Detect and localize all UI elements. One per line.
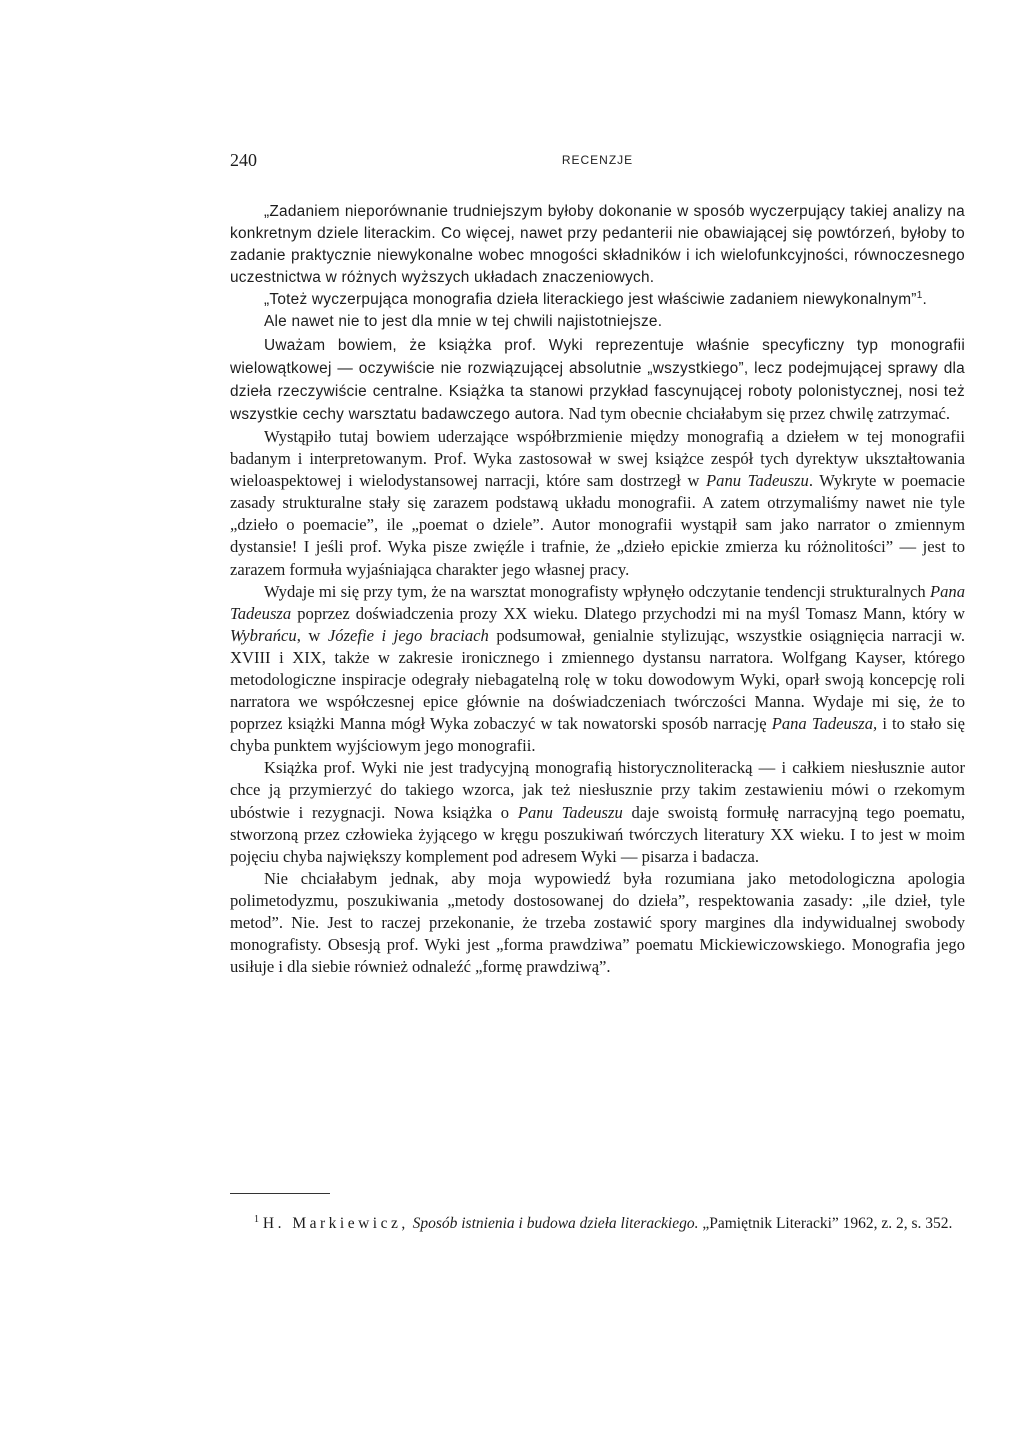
paragraph (230, 868, 965, 978)
work-title: Wybrańcu (230, 625, 297, 645)
footnote-title: Sposób istnienia i budowa dzieła literackiego. (412, 1215, 699, 1232)
quote-text: „Zadaniem nieporównanie trudniejszym byłoby dokonanie w sposób wyczerpujący takiej analizy na konkretnym dziele literackim. Co więcej, nawet przy pedanterii nie obawiającej się powtórzeń, byłoby to zadanie praktycznie niewykonalne wobec mnogości składników i ich wielofunkcyjności, równoczesnego uczestnictwa w różnych wyższych układach znaczeniowych. (230, 203, 965, 287)
footnote (230, 1213, 965, 1234)
paragraph (230, 334, 965, 426)
paragraph-text: Ale nawet nie to jest dla mnie w tej chwili najistotniejsze. (264, 313, 663, 331)
work-title: Pana Tadeusza (230, 581, 965, 623)
paragraph (230, 311, 965, 333)
paragraph (230, 757, 965, 867)
paragraph (230, 581, 965, 758)
paragraph (230, 426, 965, 581)
work-title: Józefie i jego braciach (327, 625, 489, 645)
paragraph-text: , w (296, 625, 328, 645)
footnote-author: H. Markiewicz, (262, 1215, 409, 1232)
work-title: Panu Tadeuszu (706, 471, 809, 491)
paragraph-text: Uważam bowiem, że książka prof. (264, 336, 537, 354)
paragraph-text: i to stało się chyba punktem wyjściowym jego monografii. (230, 714, 965, 756)
quote-paragraph (230, 289, 965, 311)
article-body (230, 201, 965, 978)
page-number: 240 (230, 150, 257, 170)
paragraph-text: poprzez doświadczenia prozy XX wieku. Dlatego przychodzi mi na myśl Tomasz Mann, który w (291, 603, 965, 623)
paragraph-text: Nie chciałabym jednak, aby moja wypowiedź była rozumiana jako metodologiczna apologia polimetodyzmu, poszukiwania „metody dostosowanej do dzieła”, respektowania zasady: „ile dzieł, tyle metod”. Nie. Jest to raczej przekonanie, że trzeba zostawić spory margines dla indywidualnej swobody monografisty. Obsesją prof. Wyki jest „forma prawdziwa” poematu Mickiewiczowskiego. Monografia jego usiłuje i dla siebie również odnaleźć „formę prawdziwą”. (230, 868, 965, 977)
paragraph-text: Wyki reprezentuje właśnie specyficzny typ monografii wielowątkowej — oczywiście nie rozwiązującej absolutnie „wszystkiego”, lecz podejmującej sprawy dla dzieła rzeczywiście centralne. Książka ta stanowi przykład fascynującej roboty polonistycznej, nosi też wszystkie cechy warsztatu badawczego autora. (230, 336, 965, 423)
paragraph-text: Wystąpiło tutaj bowiem uderzające współbrzmienie między monografią a dziełem w tej monografii badanym i interpretowanym. Prof. Wyka zastosował w swej książce zespół tych dyrektyw ukształtowania wieloaspektowej i wielodystansowej narracji, które sam dostrzegł w (230, 426, 965, 491)
page-header (230, 150, 965, 174)
quote-text: . (922, 291, 928, 309)
paragraph-text: Książka prof. Wyki nie jest tradycyjną monografią historycznoliteracką — i całkiem niesłusznie autor chce ją przymierzyć do takiego wzorca, jak też niesłusznie przy takim zestawieniu mówi o rzekomym ubóstwie i rezygnacji. Nowa książka o (230, 758, 965, 822)
footnote-divider (230, 1193, 330, 1194)
paragraph-text: daje swoistą formułę narracyjną tego poematu, stworzoną przez człowieka żyjącego w kręgu poszukiwań twórczych literatury XX wieku. I to jest w moim pojęciu chyba największy komplement pod adresem Wyki — pisarza i badacza. (230, 802, 965, 866)
quote-text: „Toteż wyczerpująca monografia dzieła literackiego jest właściwie zadaniem niewykonalnym” (264, 291, 917, 309)
paragraph-text: . Wykryte w poemacie zasady strukturalne stały się zarazem podstawą układu monografii. A zatem otrzymaliśmy nawet nie tyle „dzieło o poemacie”, ile „poemat o dziele”. Autor monografii wystąpił sam jako narrator o zmiennym dystansie! I jeśli prof. Wyka pisze zwięźle i trafnie, że „dzieło epickie zmierza ku różnolitości” — jest to zarazem formuła wyjaśniająca charakter jego własnej pracy. (230, 471, 965, 579)
work-title: Panu Tadeuszu (517, 802, 623, 822)
paragraph-text: Wydaje mi się przy tym, że na warsztat monografisty wpłynęło odczytanie tendencji strukturalnych (264, 581, 930, 601)
paragraph-text: podsumował, genialnie stylizując, wszystkie osiągnięcia narracji w. XVIII i XIX, także w zakresie ironicznego i zmiennego dystansu narratora. Wolfgang Kayser, którego metodologiczne inspiracje odegrały niebagatelną rolę w toku dowodowym Wyki, oparł swoją koncepcję roli narratora we współczesnej epice głównie na doświadczeniach twórczości Manna. Wydaje mi się, że to poprzez książki Manna mógł Wyka zobaczyć w tak nowatorski sposób narrację (230, 625, 965, 734)
paragraph-text: Nad tym obecnie chciałabym się przez chwilę zatrzymać. (564, 403, 950, 423)
work-title: Pana Tadeusza, (771, 714, 878, 734)
footnote-source: „Pamiętnik Literacki” 1962, z. 2, s. 352. (698, 1215, 953, 1232)
quote-paragraph (230, 201, 965, 289)
running-title: RECENZJE (561, 153, 634, 167)
footnote-number: 1 (254, 1213, 259, 1225)
footnote-ref: 1 (916, 290, 923, 302)
